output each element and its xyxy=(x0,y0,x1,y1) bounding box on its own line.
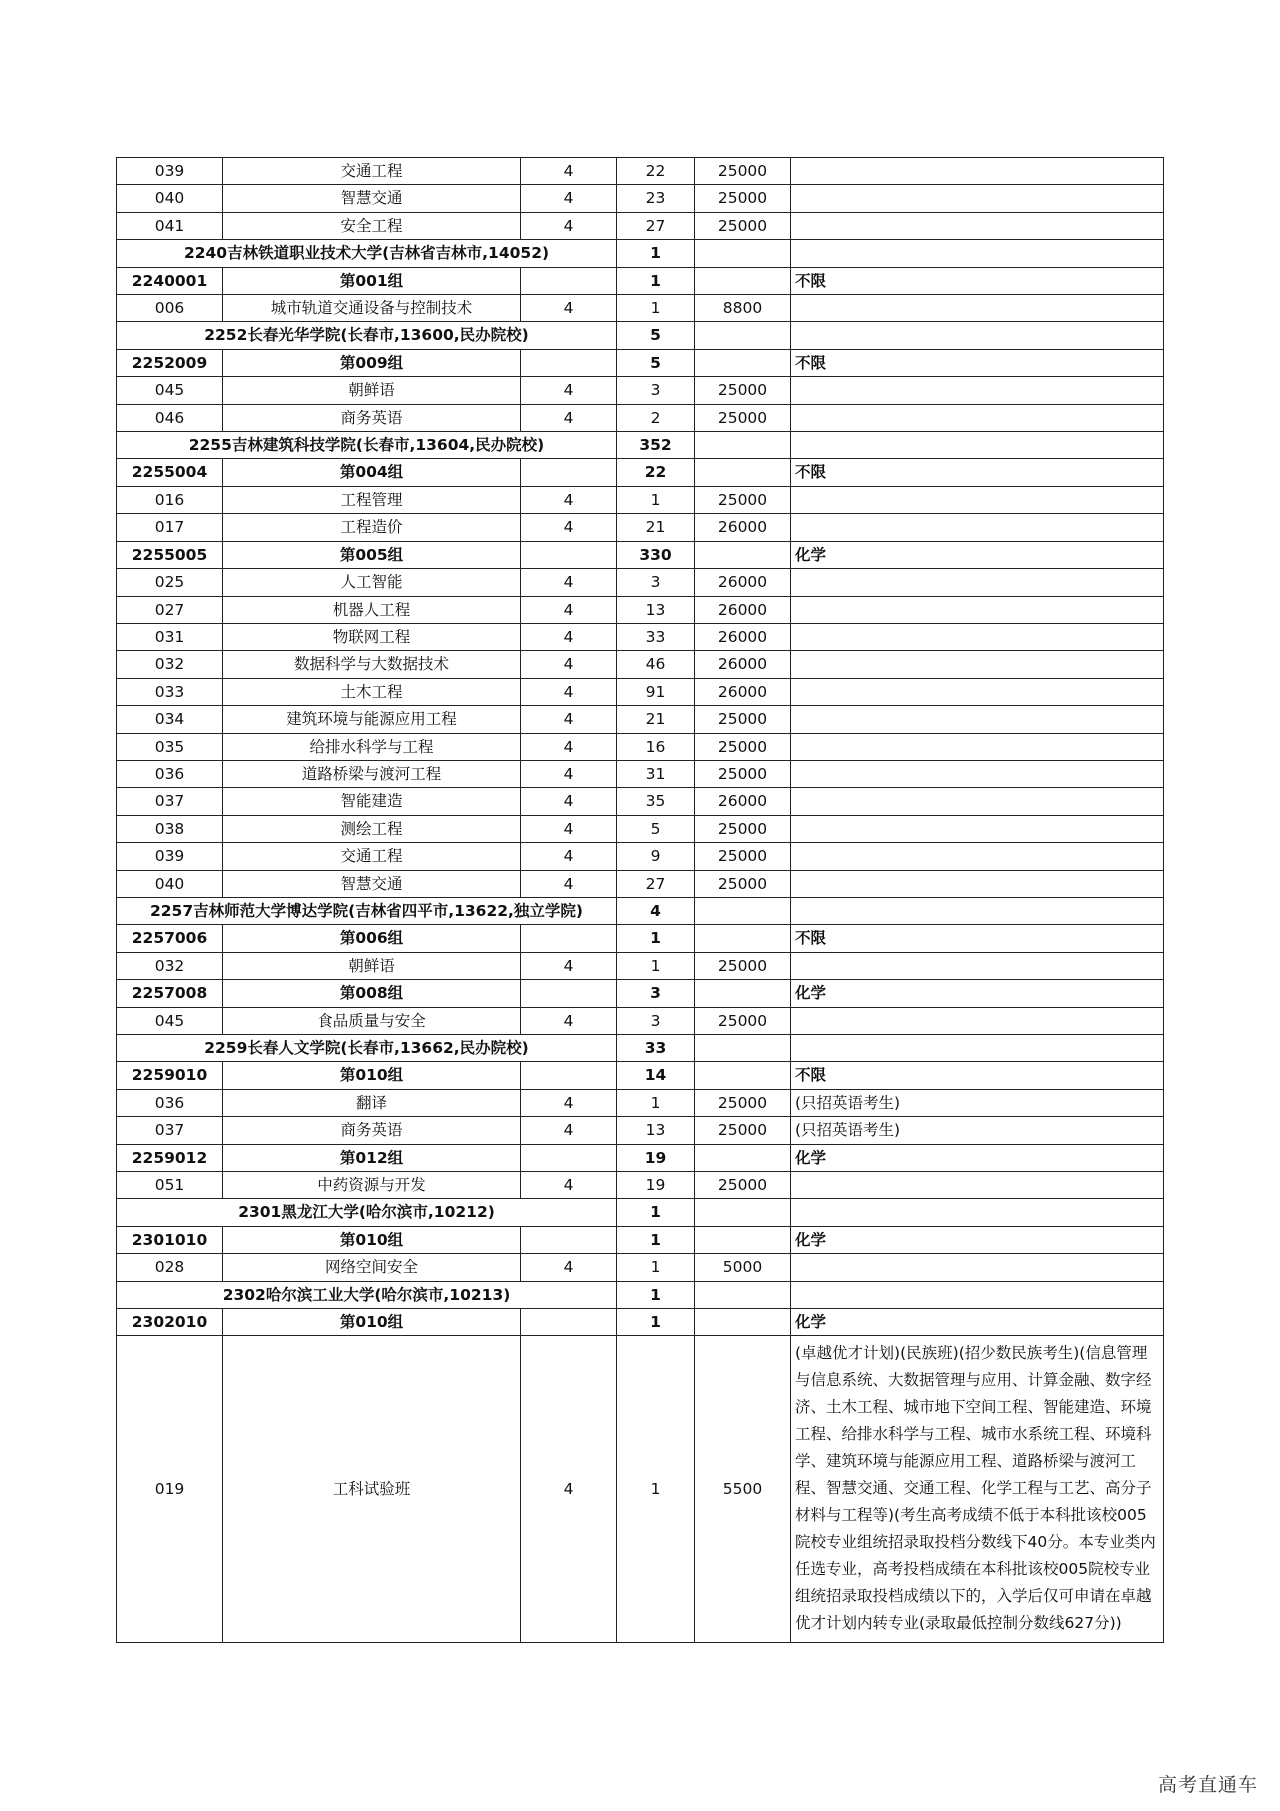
major-code-cell: 035 xyxy=(117,733,223,760)
major-code-cell: 041 xyxy=(117,212,223,239)
duration-cell: 4 xyxy=(521,404,617,431)
empty-cell xyxy=(695,1062,791,1089)
group-row xyxy=(117,980,1164,1007)
group-row xyxy=(117,1062,1164,1089)
plan-count-cell: 19 xyxy=(617,1172,695,1199)
major-name-cell: 物联网工程 xyxy=(223,623,521,650)
major-name-cell: 城市轨道交通设备与控制技术 xyxy=(223,295,521,322)
group-name-cell: 第009组 xyxy=(223,349,521,376)
duration-cell: 4 xyxy=(521,1089,617,1116)
subject-requirement-cell: 化学 xyxy=(791,1144,1164,1171)
major-code-cell: 051 xyxy=(117,1172,223,1199)
empty-cell xyxy=(695,1309,791,1336)
tuition-cell: 5500 xyxy=(695,1336,791,1643)
remark-cell xyxy=(791,1254,1164,1281)
plan-count-cell: 19 xyxy=(617,1144,695,1171)
major-name-cell: 土木工程 xyxy=(223,678,521,705)
remark-cell xyxy=(791,596,1164,623)
major-row xyxy=(117,651,1164,678)
major-row xyxy=(117,1007,1164,1034)
remark-cell xyxy=(791,295,1164,322)
major-row xyxy=(117,1336,1164,1643)
group-code-cell: 2259010 xyxy=(117,1062,223,1089)
group-code-cell: 2302010 xyxy=(117,1309,223,1336)
empty-cell xyxy=(695,459,791,486)
plan-count-cell: 21 xyxy=(617,706,695,733)
school-name-cell: 2240吉林铁道职业技术大学(吉林省吉林市,14052) xyxy=(117,240,617,267)
plan-count-cell: 1 xyxy=(617,952,695,979)
duration-cell: 4 xyxy=(521,760,617,787)
empty-cell xyxy=(521,925,617,952)
group-code-cell: 2257008 xyxy=(117,980,223,1007)
major-code-cell: 045 xyxy=(117,1007,223,1034)
empty-cell xyxy=(791,432,1164,459)
empty-cell xyxy=(521,1309,617,1336)
duration-cell: 4 xyxy=(521,212,617,239)
major-name-cell: 给排水科学与工程 xyxy=(223,733,521,760)
group-code-cell: 2255004 xyxy=(117,459,223,486)
major-code-cell: 028 xyxy=(117,1254,223,1281)
duration-cell: 4 xyxy=(521,678,617,705)
subject-requirement-cell: 不限 xyxy=(791,267,1164,294)
plan-count-cell: 46 xyxy=(617,651,695,678)
subject-requirement-cell: 化学 xyxy=(791,1226,1164,1253)
plan-count-cell: 1 xyxy=(617,1199,695,1226)
tuition-cell: 25000 xyxy=(695,733,791,760)
group-row xyxy=(117,1309,1164,1336)
group-row xyxy=(117,1226,1164,1253)
major-name-cell: 智慧交通 xyxy=(223,870,521,897)
major-row xyxy=(117,870,1164,897)
empty-cell xyxy=(791,1281,1164,1308)
group-name-cell: 第006组 xyxy=(223,925,521,952)
remark-cell xyxy=(791,952,1164,979)
major-code-cell: 045 xyxy=(117,377,223,404)
remark-cell xyxy=(791,843,1164,870)
duration-cell: 4 xyxy=(521,1172,617,1199)
plan-count-cell: 5 xyxy=(617,815,695,842)
watermark-text: 高考直通车 xyxy=(1157,1774,1258,1796)
plan-count-cell: 1 xyxy=(617,240,695,267)
group-row xyxy=(117,541,1164,568)
tuition-cell: 25000 xyxy=(695,377,791,404)
empty-cell xyxy=(695,980,791,1007)
duration-cell: 4 xyxy=(521,295,617,322)
school-row xyxy=(117,432,1164,459)
major-row xyxy=(117,952,1164,979)
tuition-cell: 26000 xyxy=(695,623,791,650)
plan-count-cell: 21 xyxy=(617,514,695,541)
empty-cell xyxy=(521,459,617,486)
plan-count-cell: 1 xyxy=(617,925,695,952)
admission-plan-table xyxy=(116,157,1164,1643)
tuition-cell: 25000 xyxy=(695,486,791,513)
school-name-cell: 2259长春人文学院(长春市,13662,民办院校) xyxy=(117,1035,617,1062)
major-code-cell: 016 xyxy=(117,486,223,513)
major-name-cell: 网络空间安全 xyxy=(223,1254,521,1281)
remark-cell xyxy=(791,158,1164,185)
major-name-cell: 工程造价 xyxy=(223,514,521,541)
group-code-cell: 2257006 xyxy=(117,925,223,952)
empty-cell xyxy=(695,432,791,459)
plan-count-cell: 9 xyxy=(617,843,695,870)
major-name-cell: 测绘工程 xyxy=(223,815,521,842)
empty-cell xyxy=(695,541,791,568)
empty-cell xyxy=(521,267,617,294)
major-row xyxy=(117,706,1164,733)
major-row xyxy=(117,623,1164,650)
major-code-cell: 036 xyxy=(117,1089,223,1116)
major-name-cell: 智慧交通 xyxy=(223,185,521,212)
major-name-cell: 交通工程 xyxy=(223,158,521,185)
major-code-cell: 019 xyxy=(117,1336,223,1643)
duration-cell: 4 xyxy=(521,514,617,541)
major-name-cell: 交通工程 xyxy=(223,843,521,870)
plan-count-cell: 330 xyxy=(617,541,695,568)
remark-cell xyxy=(791,651,1164,678)
major-name-cell: 翻译 xyxy=(223,1089,521,1116)
plan-count-cell: 1 xyxy=(617,1336,695,1643)
major-row xyxy=(117,1254,1164,1281)
duration-cell: 4 xyxy=(521,843,617,870)
plan-count-cell: 14 xyxy=(617,1062,695,1089)
major-row xyxy=(117,760,1164,787)
subject-requirement-cell: 化学 xyxy=(791,541,1164,568)
school-name-cell: 2257吉林师范大学博达学院(吉林省四平市,13622,独立学院) xyxy=(117,897,617,924)
plan-count-cell: 3 xyxy=(617,1007,695,1034)
group-row xyxy=(117,1144,1164,1171)
empty-cell xyxy=(695,349,791,376)
tuition-cell: 25000 xyxy=(695,843,791,870)
school-name-cell: 2252长春光华学院(长春市,13600,民办院校) xyxy=(117,322,617,349)
remark-cell xyxy=(791,788,1164,815)
group-name-cell: 第010组 xyxy=(223,1309,521,1336)
tuition-cell: 25000 xyxy=(695,158,791,185)
major-row xyxy=(117,158,1164,185)
school-row xyxy=(117,897,1164,924)
major-row xyxy=(117,1172,1164,1199)
duration-cell: 4 xyxy=(521,377,617,404)
group-row xyxy=(117,925,1164,952)
empty-cell xyxy=(521,1062,617,1089)
major-code-cell: 039 xyxy=(117,843,223,870)
major-code-cell: 034 xyxy=(117,706,223,733)
major-code-cell: 037 xyxy=(117,1117,223,1144)
major-name-cell: 机器人工程 xyxy=(223,596,521,623)
tuition-cell: 25000 xyxy=(695,212,791,239)
major-name-cell: 智能建造 xyxy=(223,788,521,815)
duration-cell: 4 xyxy=(521,185,617,212)
major-code-cell: 037 xyxy=(117,788,223,815)
tuition-cell: 8800 xyxy=(695,295,791,322)
major-name-cell: 商务英语 xyxy=(223,1117,521,1144)
major-name-cell: 数据科学与大数据技术 xyxy=(223,651,521,678)
major-name-cell: 建筑环境与能源应用工程 xyxy=(223,706,521,733)
school-name-cell: 2255吉林建筑科技学院(长春市,13604,民办院校) xyxy=(117,432,617,459)
group-name-cell: 第004组 xyxy=(223,459,521,486)
duration-cell: 4 xyxy=(521,1254,617,1281)
remark-cell xyxy=(791,404,1164,431)
plan-count-cell: 1 xyxy=(617,1281,695,1308)
plan-count-cell: 5 xyxy=(617,322,695,349)
major-row xyxy=(117,1089,1164,1116)
empty-cell xyxy=(521,980,617,1007)
remark-cell xyxy=(791,870,1164,897)
tuition-cell: 25000 xyxy=(695,1117,791,1144)
plan-count-cell: 91 xyxy=(617,678,695,705)
major-code-cell: 006 xyxy=(117,295,223,322)
subject-requirement-cell: 不限 xyxy=(791,349,1164,376)
remark-cell xyxy=(791,486,1164,513)
tuition-cell: 26000 xyxy=(695,514,791,541)
major-code-cell: 033 xyxy=(117,678,223,705)
group-name-cell: 第001组 xyxy=(223,267,521,294)
major-row xyxy=(117,843,1164,870)
duration-cell: 4 xyxy=(521,1007,617,1034)
major-row xyxy=(117,596,1164,623)
major-code-cell: 027 xyxy=(117,596,223,623)
group-code-cell: 2240001 xyxy=(117,267,223,294)
tuition-cell: 26000 xyxy=(695,678,791,705)
group-name-cell: 第012组 xyxy=(223,1144,521,1171)
major-code-cell: 040 xyxy=(117,870,223,897)
subject-requirement-cell: 不限 xyxy=(791,1062,1164,1089)
group-name-cell: 第010组 xyxy=(223,1062,521,1089)
empty-cell xyxy=(695,1144,791,1171)
empty-cell xyxy=(695,1199,791,1226)
major-code-cell: 040 xyxy=(117,185,223,212)
duration-cell: 4 xyxy=(521,870,617,897)
major-code-cell: 038 xyxy=(117,815,223,842)
plan-count-cell: 4 xyxy=(617,897,695,924)
subject-requirement-cell: 化学 xyxy=(791,980,1164,1007)
plan-count-cell: 3 xyxy=(617,569,695,596)
plan-count-cell: 33 xyxy=(617,623,695,650)
empty-cell xyxy=(695,240,791,267)
major-name-cell: 朝鲜语 xyxy=(223,377,521,404)
group-name-cell: 第005组 xyxy=(223,541,521,568)
plan-count-cell: 22 xyxy=(617,158,695,185)
subject-requirement-cell: 化学 xyxy=(791,1309,1164,1336)
major-name-cell: 朝鲜语 xyxy=(223,952,521,979)
remark-cell xyxy=(791,678,1164,705)
empty-cell xyxy=(521,1226,617,1253)
major-row xyxy=(117,569,1164,596)
empty-cell xyxy=(695,925,791,952)
group-row xyxy=(117,459,1164,486)
tuition-cell: 25000 xyxy=(695,815,791,842)
plan-count-cell: 33 xyxy=(617,1035,695,1062)
duration-cell: 4 xyxy=(521,623,617,650)
group-code-cell: 2252009 xyxy=(117,349,223,376)
plan-count-cell: 16 xyxy=(617,733,695,760)
major-row xyxy=(117,1117,1164,1144)
major-row xyxy=(117,733,1164,760)
group-code-cell: 2301010 xyxy=(117,1226,223,1253)
major-row xyxy=(117,815,1164,842)
duration-cell: 4 xyxy=(521,569,617,596)
plan-count-cell: 1 xyxy=(617,267,695,294)
remark-cell xyxy=(791,706,1164,733)
empty-cell xyxy=(791,1199,1164,1226)
major-row xyxy=(117,514,1164,541)
tuition-cell: 25000 xyxy=(695,185,791,212)
plan-count-cell: 31 xyxy=(617,760,695,787)
tuition-cell: 26000 xyxy=(695,596,791,623)
plan-count-cell: 1 xyxy=(617,295,695,322)
empty-cell xyxy=(521,541,617,568)
group-name-cell: 第010组 xyxy=(223,1226,521,1253)
tuition-cell: 5000 xyxy=(695,1254,791,1281)
major-name-cell: 商务英语 xyxy=(223,404,521,431)
major-code-cell: 032 xyxy=(117,651,223,678)
table-body xyxy=(117,158,1164,1643)
school-row xyxy=(117,1281,1164,1308)
plan-count-cell: 1 xyxy=(617,1309,695,1336)
major-row xyxy=(117,295,1164,322)
school-name-cell: 2301黑龙江大学(哈尔滨市,10212) xyxy=(117,1199,617,1226)
duration-cell: 4 xyxy=(521,1336,617,1643)
tuition-cell: 26000 xyxy=(695,569,791,596)
duration-cell: 4 xyxy=(521,596,617,623)
tuition-cell: 26000 xyxy=(695,651,791,678)
group-code-cell: 2259012 xyxy=(117,1144,223,1171)
remark-cell: (卓越优才计划)(民族班)(招少数民族考生)(信息管理与信息系统、大数据管理与应用、计算金融、数字经济、土木工程、城市地下空间工程、智能建造、环境工程、给排水科学与工程、城市水系统工程、环境科学、建筑环境与能源应用工程、道路桥梁与渡河工程、智慧交通、交通工程、化学工程与工艺、高分子材料与工程等)(考生高考成绩不低于本科批该校005院校专业组统招录取投档分数线下40分。本专业类内任选专业，高考投档成绩在本科批该校005院校专业组统招录取投档成绩以下的，入学后仅可申请在卓越优才计划内转专业(录取最低控制分数线627分)) xyxy=(791,1336,1164,1643)
tuition-cell: 25000 xyxy=(695,404,791,431)
subject-requirement-cell: 不限 xyxy=(791,925,1164,952)
duration-cell: 4 xyxy=(521,651,617,678)
empty-cell xyxy=(791,1035,1164,1062)
plan-count-cell: 1 xyxy=(617,486,695,513)
major-code-cell: 031 xyxy=(117,623,223,650)
remark-cell xyxy=(791,760,1164,787)
remark-cell xyxy=(791,212,1164,239)
school-row xyxy=(117,1199,1164,1226)
tuition-cell: 25000 xyxy=(695,1172,791,1199)
tuition-cell: 25000 xyxy=(695,706,791,733)
major-code-cell: 036 xyxy=(117,760,223,787)
group-row xyxy=(117,267,1164,294)
plan-count-cell: 1 xyxy=(617,1226,695,1253)
duration-cell: 4 xyxy=(521,1117,617,1144)
major-code-cell: 025 xyxy=(117,569,223,596)
empty-cell xyxy=(695,1281,791,1308)
empty-cell xyxy=(695,267,791,294)
major-row xyxy=(117,678,1164,705)
plan-count-cell: 3 xyxy=(617,377,695,404)
remark-cell xyxy=(791,514,1164,541)
school-name-cell: 2302哈尔滨工业大学(哈尔滨市,10213) xyxy=(117,1281,617,1308)
duration-cell: 4 xyxy=(521,788,617,815)
empty-cell xyxy=(791,240,1164,267)
major-row xyxy=(117,486,1164,513)
major-name-cell: 工程管理 xyxy=(223,486,521,513)
plan-count-cell: 22 xyxy=(617,459,695,486)
plan-count-cell: 1 xyxy=(617,1089,695,1116)
plan-count-cell: 13 xyxy=(617,596,695,623)
tuition-cell: 25000 xyxy=(695,1089,791,1116)
group-row xyxy=(117,349,1164,376)
remark-cell xyxy=(791,377,1164,404)
remark-cell: (只招英语考生) xyxy=(791,1117,1164,1144)
remark-cell: (只招英语考生) xyxy=(791,1089,1164,1116)
tuition-cell: 25000 xyxy=(695,870,791,897)
remark-cell xyxy=(791,185,1164,212)
plan-count-cell: 27 xyxy=(617,212,695,239)
major-name-cell: 道路桥梁与渡河工程 xyxy=(223,760,521,787)
plan-count-cell: 23 xyxy=(617,185,695,212)
major-name-cell: 食品质量与安全 xyxy=(223,1007,521,1034)
school-row xyxy=(117,322,1164,349)
duration-cell: 4 xyxy=(521,158,617,185)
major-row xyxy=(117,404,1164,431)
remark-cell xyxy=(791,815,1164,842)
tuition-cell: 25000 xyxy=(695,952,791,979)
major-name-cell: 工科试验班 xyxy=(223,1336,521,1643)
subject-requirement-cell: 不限 xyxy=(791,459,1164,486)
plan-count-cell: 3 xyxy=(617,980,695,1007)
plan-count-cell: 27 xyxy=(617,870,695,897)
major-code-cell: 017 xyxy=(117,514,223,541)
duration-cell: 4 xyxy=(521,733,617,760)
duration-cell: 4 xyxy=(521,815,617,842)
duration-cell: 4 xyxy=(521,952,617,979)
major-name-cell: 安全工程 xyxy=(223,212,521,239)
duration-cell: 4 xyxy=(521,486,617,513)
major-name-cell: 人工智能 xyxy=(223,569,521,596)
remark-cell xyxy=(791,623,1164,650)
school-row xyxy=(117,240,1164,267)
empty-cell xyxy=(791,897,1164,924)
plan-count-cell: 352 xyxy=(617,432,695,459)
plan-count-cell: 13 xyxy=(617,1117,695,1144)
plan-count-cell: 1 xyxy=(617,1254,695,1281)
empty-cell xyxy=(695,1226,791,1253)
school-row xyxy=(117,1035,1164,1062)
tuition-cell: 25000 xyxy=(695,1007,791,1034)
group-name-cell: 第008组 xyxy=(223,980,521,1007)
empty-cell xyxy=(521,1144,617,1171)
major-row xyxy=(117,377,1164,404)
major-row xyxy=(117,788,1164,815)
plan-count-cell: 5 xyxy=(617,349,695,376)
remark-cell xyxy=(791,569,1164,596)
major-row xyxy=(117,212,1164,239)
major-row xyxy=(117,185,1164,212)
tuition-cell: 25000 xyxy=(695,760,791,787)
plan-count-cell: 2 xyxy=(617,404,695,431)
major-name-cell: 中药资源与开发 xyxy=(223,1172,521,1199)
group-code-cell: 2255005 xyxy=(117,541,223,568)
major-code-cell: 046 xyxy=(117,404,223,431)
major-code-cell: 032 xyxy=(117,952,223,979)
empty-cell xyxy=(521,349,617,376)
tuition-cell: 26000 xyxy=(695,788,791,815)
remark-cell xyxy=(791,1007,1164,1034)
plan-count-cell: 35 xyxy=(617,788,695,815)
empty-cell xyxy=(791,322,1164,349)
empty-cell xyxy=(695,1035,791,1062)
remark-cell xyxy=(791,733,1164,760)
empty-cell xyxy=(695,897,791,924)
empty-cell xyxy=(695,322,791,349)
remark-cell xyxy=(791,1172,1164,1199)
duration-cell: 4 xyxy=(521,706,617,733)
major-code-cell: 039 xyxy=(117,158,223,185)
